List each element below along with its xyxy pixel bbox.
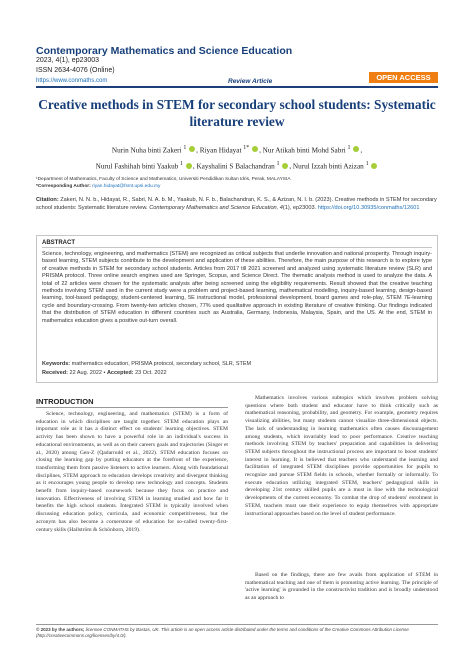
abstract-text: Science, technology, engineering, and mathematics (STEM) are recognized as critical subjects that underlie innovation and national prosperity. Through inquiry-based learning, STEM subjects contribute to the development and application of these abilities. Therefore, the main purpose of this research is to explore type of creative methods in STEM for secondary school students. Articles from 2017 till 2021 screened and analyzed using systematic literature review (SLR) and PRISMA protocol. Three online search engines used are Springer, Scopus, and Science Direct. The thematic analysis method is used to analyze the data. A total of 22 articles were chosen for the systematic analysis after being screened using the eligibility requirements. Result showed that the creative teaching methods involving STEM used in the current study were a problem and project-based learning, mathematical modelling, inquiry-based learning, design-based learning, tool-based pedagogy, student-centered learning, 5E instructional model, professional development, board games and role-play, STEM 7E-learning cycle and boundary-crossing. From twenty-two articles chosen, 77% used qualitative approach in existing literature of creative thinking. Our findings indicated that the distribution of STEM education in different countries such as Australia, Germany, Indonesia, Malaysia, Spain, and the US. At the end, STEM in mathematics education gives a positive out-turn overall.	[42, 251, 432, 324]
accepted-label: Accepted:	[106, 370, 134, 376]
orcid-icon[interactable]	[252, 146, 258, 152]
footer-divider	[36, 624, 438, 625]
accepted-date: 23 Oct. 2022	[135, 370, 167, 376]
keywords-list: mathematics education, PRISMA protocol, secondary school, SLR, STEM	[71, 361, 252, 367]
introduction-heading: INTRODUCTION	[36, 397, 94, 406]
abstract-divider	[42, 247, 432, 248]
journal-title: Contemporary Mathematics and Science Education	[36, 45, 293, 57]
affiliation-mark: 1	[183, 145, 187, 151]
open-access-badge: OPEN ACCESS	[369, 72, 438, 83]
keywords-label: Keywords:	[42, 361, 71, 367]
journal-issn: ISSN 2634-4076 (Online)	[36, 67, 115, 74]
citation-label: Citation:	[36, 197, 59, 203]
header-divider	[36, 86, 438, 88]
copyright: © 2023 by the authors;	[36, 627, 85, 632]
orcid-icon[interactable]	[282, 163, 288, 169]
corresponding-author	[36, 184, 160, 189]
affiliation-mark: 1	[180, 161, 184, 168]
affiliation: ¹Department of Mathematics, Faculty of Science and Mathematics, Universiti Pendidikan Sultan Idris, Perak, MALAYSIA	[36, 177, 291, 182]
introduction-right-column-continued: Based on the findings, there are few avails from application of STEM in mathematical teaching and one of them is promoting active learning. The principle of 'active learning' is grounded in the constructivist tradition and is broadly understood as an approach to	[245, 572, 438, 602]
journal-link[interactable]: https://www.conmaths.com	[36, 78, 108, 84]
article-title: Creative methods in STEM for secondary school students: Systematic literature review	[38, 97, 436, 129]
introduction-divider	[36, 407, 228, 408]
corresponding-label: *Corresponding Author:	[36, 184, 91, 189]
affiliation-mark: 1	[365, 161, 369, 168]
affiliation-mark: 1*	[243, 145, 250, 151]
keywords	[42, 361, 251, 367]
orcid-icon[interactable]	[189, 146, 195, 152]
abstract-heading: ABSTRACT	[42, 240, 75, 246]
dates: Received: 22 Aug. 2022 • Accepted: 23 Oct. 2022	[42, 370, 167, 376]
citation-block	[36, 196, 438, 213]
received-date: 22 Aug. 2022	[69, 370, 102, 376]
license-text: licensee CONMATHS by Bastas, UK. This article is an open access article distributed under the terms and conditions of the Creative Commons Attribution License (http://creativecommons.org/licenses/by/4.0/).	[36, 627, 409, 638]
orcid-icon[interactable]	[371, 163, 377, 169]
author-name: Riyan Hidayat	[199, 146, 242, 155]
affiliation-mark: 1	[347, 145, 351, 151]
author-name: Nur Atikah binti Mohd Sabri	[262, 146, 346, 155]
citation-text: Zakeri, N. N. b., Hidayat, R., Sabri, N. A. b. M., Yaakub, N. F. b., Balachandran, K. S., & Azizan, N. I. b. (2023). Creative methods in STEM for secondary school students: Systematic literature review.	[36, 197, 437, 212]
orcid-icon[interactable]	[186, 163, 192, 169]
received-label: Received:	[42, 370, 68, 376]
citation-doi-link[interactable]: https://doi.org/10.30935/conmaths/12601	[317, 205, 420, 212]
author-name: Nurul Fashihah binti Yaakub	[95, 162, 179, 171]
citation-issue: (1), ep23003.	[282, 205, 317, 212]
affiliation-mark: 1	[276, 161, 280, 168]
introduction-left-column: Science, technology, engineering, and mathematics (STEM) is a form of education in which disciplines are taught together. STEM education plays an important role as it has a distinct effect on students' learning objectives. STEM activity has been shown to have a powerful role in an individual's success in educational environments, as well as on their careers goals and trajectories (Singer et al., 2020) among Gen-Z (Qadarrudd et al., 2022). STEM education focuses on closing the learning gap by putting educators at the forefront of the experience, transforming them from passive listeners to active learners. Along with foundational disciplines, STEM approach to education develops creativity and divergent thinking as it encourages young people to develop new technology and concepts. Students benefit from inquiry-based coursework because they focus on practice and innovation. Effectiveness of involving STEM in learning studied and how far it benefits the high school students. Integrated STEM is typically involved when discussing education policy, curricula, and economic competitiveness, but the acronym has also become a cornerstone of education for so-called twenty-first-century skills (Hallström & Schönborn, 2019).	[36, 411, 228, 533]
author-line-1: Nurin Nuha binti Zakeri $^1$ , Riyan Hidayat $^{1*}$ , Nur Atikah binti Mohd Sabri $^1$ ,	[111, 145, 363, 155]
article-type-label: Review Article	[228, 78, 273, 85]
author-name: Nurul Izzah binti Azizan	[292, 162, 364, 171]
author-list	[36, 141, 438, 174]
introduction-right-column: Mathematics involves various subtopics which involves problem solving questions where both student and educator have to think critically such as mathematical reasoning, probability, and geometry. For example, geometry requires visualizing abilities, but many students cannot visualize three-dimensional objects. The lack of understanding in learning mathematics often causes discouragement among students, which invariably lead to poor performance. Creative teaching methods involving STEM by teachers' preparation and capabilities in delivering STEM subjects throughout the instructional process are important to boost students' interest in learning. It is believed that teachers who understand the learning and facilitation of integrated STEM disciplines provide opportunities for pupils to recognize and pursue STEM fields in schools, whether formally or informally. To execute education utilizing integrated STEM, teachers' pedagogical skills in developing 21st century skilled pupils are a must in line with the technological developments of the current economy. To combat the drop of students' enrolment in STEM, teachers must use their experience to equip themselves with appropriate instructional approaches based on the level of student performance.	[245, 395, 438, 517]
orcid-icon[interactable]	[353, 146, 359, 152]
author-name: Nurin Nuha binti Zakeri	[111, 146, 182, 155]
corresponding-email[interactable]: riyan.hidayat@fsmt.upsi.edu.my	[92, 184, 161, 189]
license-footer	[36, 627, 438, 639]
citation-journal: Contemporary Mathematics and Science Education, 4	[149, 205, 283, 212]
author-name: Kayshalini S Balachandran	[196, 162, 275, 171]
journal-issue: 2023, 4(1), ep23003	[36, 57, 100, 64]
author-line-2: Nurul Fashihah binti Yaakub $^1$ , Kayshalini S Balachandran $^1$ , Nurul Izzah binti Azizan $^1$	[36, 157, 438, 173]
